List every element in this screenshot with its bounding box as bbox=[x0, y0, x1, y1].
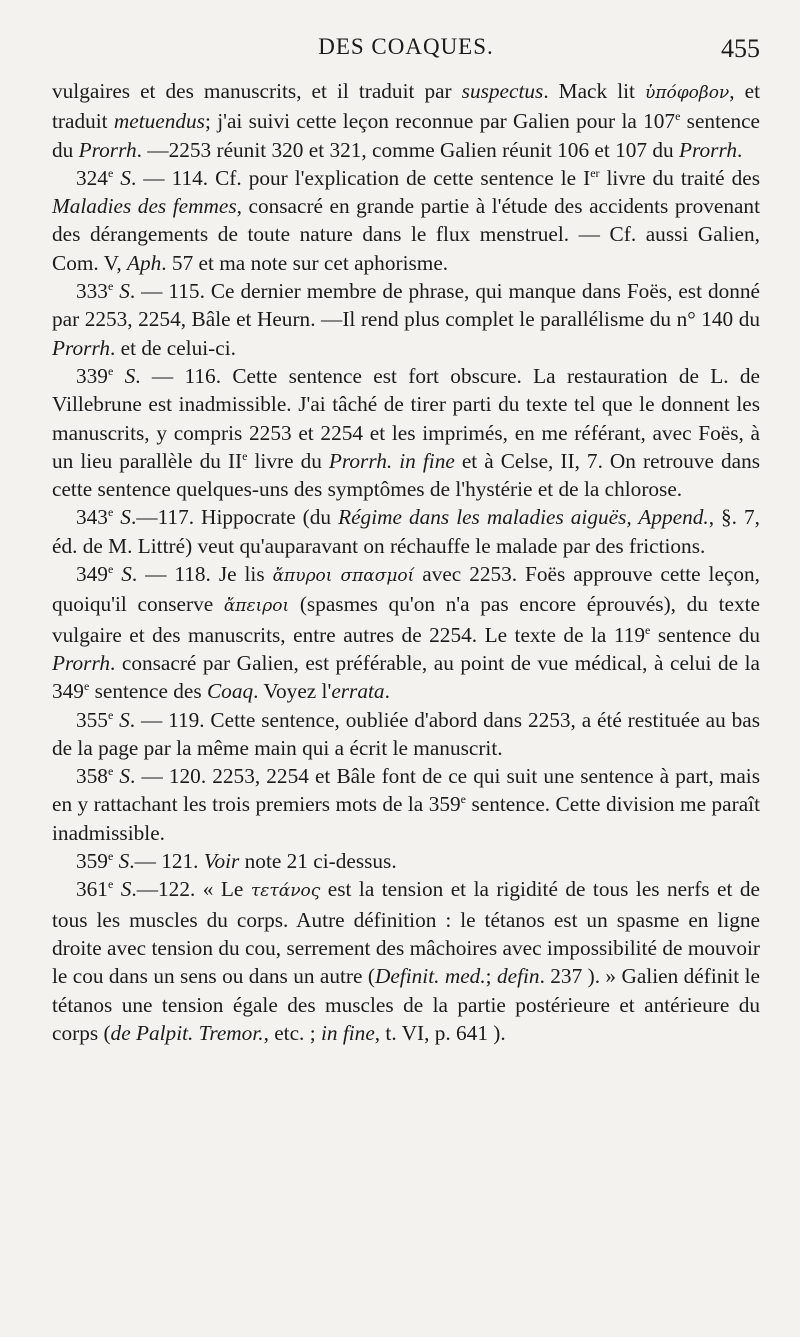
italic-text: suspectus bbox=[461, 79, 544, 103]
note-paragraph bbox=[52, 503, 760, 560]
text-run: (spasmes qu'on n'a pas encore éprouvés), du texte vulgaire et des manuscrits, entre autres de 2254. Le texte de la 119 bbox=[52, 592, 760, 647]
text-run: . —2253 réunit 320 et 321, comme Galien réunit 106 et 107 du bbox=[136, 137, 679, 162]
italic-text: errata bbox=[331, 679, 385, 704]
text-run: . — 115. Ce dernier membre de phrase, qui manque dans Foës, est donné par 2253, 2254, Bâle et Heurn. —Il rend plus complet le parallélisme du n° 140 du bbox=[52, 279, 760, 332]
text-run: . — 114. Cf. pour l'explication de cette sentence le I bbox=[130, 165, 591, 190]
text-run: sentence. Cette division me paraît inadmissible. bbox=[52, 792, 760, 845]
greek-text: ὑπόφοβον bbox=[644, 83, 730, 103]
superscript: e bbox=[107, 877, 114, 892]
superscript: e bbox=[107, 363, 114, 378]
note-paragraph bbox=[52, 362, 760, 503]
italic-text: Prorrh bbox=[679, 137, 737, 162]
italic-text: S bbox=[121, 562, 132, 587]
italic-text: S bbox=[119, 764, 131, 789]
text-run: sentence du bbox=[650, 622, 760, 647]
text-run bbox=[113, 364, 124, 388]
text-run: sentence du bbox=[52, 109, 760, 162]
text-run: sentence des bbox=[89, 679, 207, 704]
text-run: est la tension et la rigidité de tous les nerfs et de tous les muscles du corps. Autre définition : le tétanos est un spasme en ligne droite avec tension du cou, serrement des mâchoires avec impossibilité de mouvoir le cou dans un sens ou dans un autre ( bbox=[52, 877, 760, 989]
italic-text: S bbox=[120, 877, 132, 902]
text-run: avec 2253. Foës approuve cette leçon, quoiqu'il conserve bbox=[52, 562, 760, 617]
italic-text: Prorrh bbox=[52, 335, 110, 360]
superscript: e bbox=[107, 848, 114, 863]
italic-text: S bbox=[120, 505, 131, 530]
note-paragraph bbox=[52, 847, 760, 875]
text-run: livre du traité des bbox=[599, 165, 760, 190]
text-run: 349 bbox=[76, 562, 108, 587]
italic-text: defin bbox=[496, 964, 540, 989]
text-run: vulgaires et des manuscrits, et il traduit par bbox=[52, 79, 462, 103]
italic-text: in fine bbox=[320, 1020, 375, 1045]
italic-text: S bbox=[118, 849, 130, 874]
superscript: e bbox=[107, 561, 114, 576]
text-run: . 237 ). » Galien définit le tétanos une tension égale des muscles de la partie postérieure et antérieure du corps ( bbox=[52, 964, 760, 1045]
text-run: . Mack lit bbox=[543, 79, 645, 103]
text-run: . bbox=[384, 679, 390, 704]
body-text bbox=[52, 77, 760, 1047]
running-title: DES COAQUES. bbox=[318, 34, 494, 59]
greek-text: τετάνος bbox=[250, 881, 321, 902]
superscript: e bbox=[107, 165, 114, 180]
page-header bbox=[52, 34, 760, 74]
text-run: . bbox=[737, 137, 743, 162]
text-run: 361 bbox=[76, 877, 108, 902]
note-paragraph bbox=[52, 875, 760, 1047]
superscript: er bbox=[590, 165, 600, 180]
italic-text: Voir bbox=[203, 849, 240, 874]
note-continuation bbox=[52, 77, 760, 164]
text-run: 339 bbox=[76, 363, 108, 388]
text-run: 359 bbox=[76, 849, 108, 874]
text-run: . — 118. Je lis bbox=[131, 562, 273, 587]
text-run: livre du bbox=[247, 448, 329, 473]
italic-text: S bbox=[119, 707, 130, 732]
text-run: , et traduit bbox=[52, 79, 760, 134]
text-run: . — 119. Cette sentence, oubliée d'abord dans 2253, a été restituée au bas de la page par la même main qui a écrit le manuscrit. bbox=[52, 707, 760, 760]
superscript: e bbox=[107, 505, 114, 520]
text-run: .—122. « Le bbox=[131, 877, 251, 902]
italic-text: metuendus bbox=[113, 109, 205, 134]
text-run: , consacré en grande partie à l'étude des accidents provenant des dérangements de toute nature dans le flux menstruel. — Cf. aussi Galien, Com. V, bbox=[52, 194, 760, 275]
italic-text: Prorrh bbox=[52, 650, 110, 675]
text-run: . 57 et ma note sur cet aphorisme. bbox=[161, 250, 449, 275]
text-run: .— 121. bbox=[129, 849, 204, 874]
note-paragraph bbox=[52, 762, 760, 847]
text-run: 355 bbox=[76, 707, 108, 732]
italic-text: Prorrh bbox=[78, 137, 137, 162]
greek-text: ἄπειροι bbox=[223, 596, 290, 617]
italic-text: Aph bbox=[126, 250, 162, 275]
text-run: . — 116. Cette sentence est fort obscure. La restauration de L. de Villebrune est inadmissible. J'ai tâché de tirer parti du texte tel que le donnent les manuscrits, y compris 2253 et 2254 et les imprimés, en me référant, avec Foës, à un lieu parallèle du II bbox=[52, 363, 760, 473]
superscript: e bbox=[460, 792, 466, 807]
italic-text: Definit. med. bbox=[374, 964, 486, 989]
text-run: 358 bbox=[76, 764, 108, 789]
superscript: e bbox=[107, 278, 114, 293]
text-run: ; j'ai suivi cette leçon reconnue par Galien pour la 107 bbox=[204, 109, 676, 134]
note-paragraph bbox=[52, 706, 760, 763]
italic-text: Coaq bbox=[206, 679, 254, 704]
note-paragraph bbox=[52, 560, 760, 705]
italic-text: S bbox=[120, 165, 131, 190]
note-paragraph bbox=[52, 164, 760, 277]
text-run: , §. 7, éd. de M. Littré) veut qu'auparavant on réchauffe le malade par des frictions. bbox=[52, 505, 760, 558]
superscript: e bbox=[242, 448, 248, 463]
page-number: 455 bbox=[721, 34, 760, 63]
superscript: e bbox=[107, 707, 114, 722]
italic-text: Régime dans les maladies aiguës, Append. bbox=[338, 505, 709, 530]
italic-text: S bbox=[119, 279, 130, 304]
text-run: . et de celui-ci. bbox=[110, 335, 236, 360]
superscript: e bbox=[675, 109, 681, 124]
text-run: , t. VI, p. 641 ). bbox=[374, 1020, 506, 1045]
text-run bbox=[113, 877, 120, 901]
text-run: note 21 ci-dessus. bbox=[239, 849, 397, 874]
text-run: et à Celse, II, 7. On retrouve dans cette sentence quelques-uns des symptômes de l'hystérie et de la chlorose. bbox=[52, 448, 761, 502]
italic-text: de Palpit. Tremor. bbox=[110, 1020, 264, 1045]
italic-text: S bbox=[124, 363, 136, 388]
italic-text: Maladies des femmes bbox=[52, 194, 237, 219]
text-run: .—117. Hippocrate (du bbox=[130, 505, 339, 530]
italic-text: Prorrh. in fine bbox=[328, 448, 455, 473]
text-run: . Voyez l' bbox=[253, 679, 332, 704]
superscript: e bbox=[83, 679, 90, 694]
text-run: . — 120. 2253, 2254 et Bâle font de ce qui suit une sentence à part, mais en y rattachant les trois premiers mots de la 359 bbox=[52, 764, 760, 817]
superscript: e bbox=[645, 622, 651, 637]
superscript: e bbox=[107, 764, 114, 779]
text-run: . consacré par Galien, est préférable, au point de vue médical, à celui de la 349 bbox=[52, 650, 760, 704]
greek-text: ἄπυροι σπασμοί bbox=[272, 566, 415, 587]
note-paragraph bbox=[52, 277, 760, 362]
text-run: 333 bbox=[76, 279, 108, 304]
text-run: 324 bbox=[76, 165, 108, 190]
text-run: , etc. ; bbox=[263, 1020, 321, 1045]
text-run: 343 bbox=[76, 505, 108, 530]
text-run: ; bbox=[485, 964, 497, 989]
